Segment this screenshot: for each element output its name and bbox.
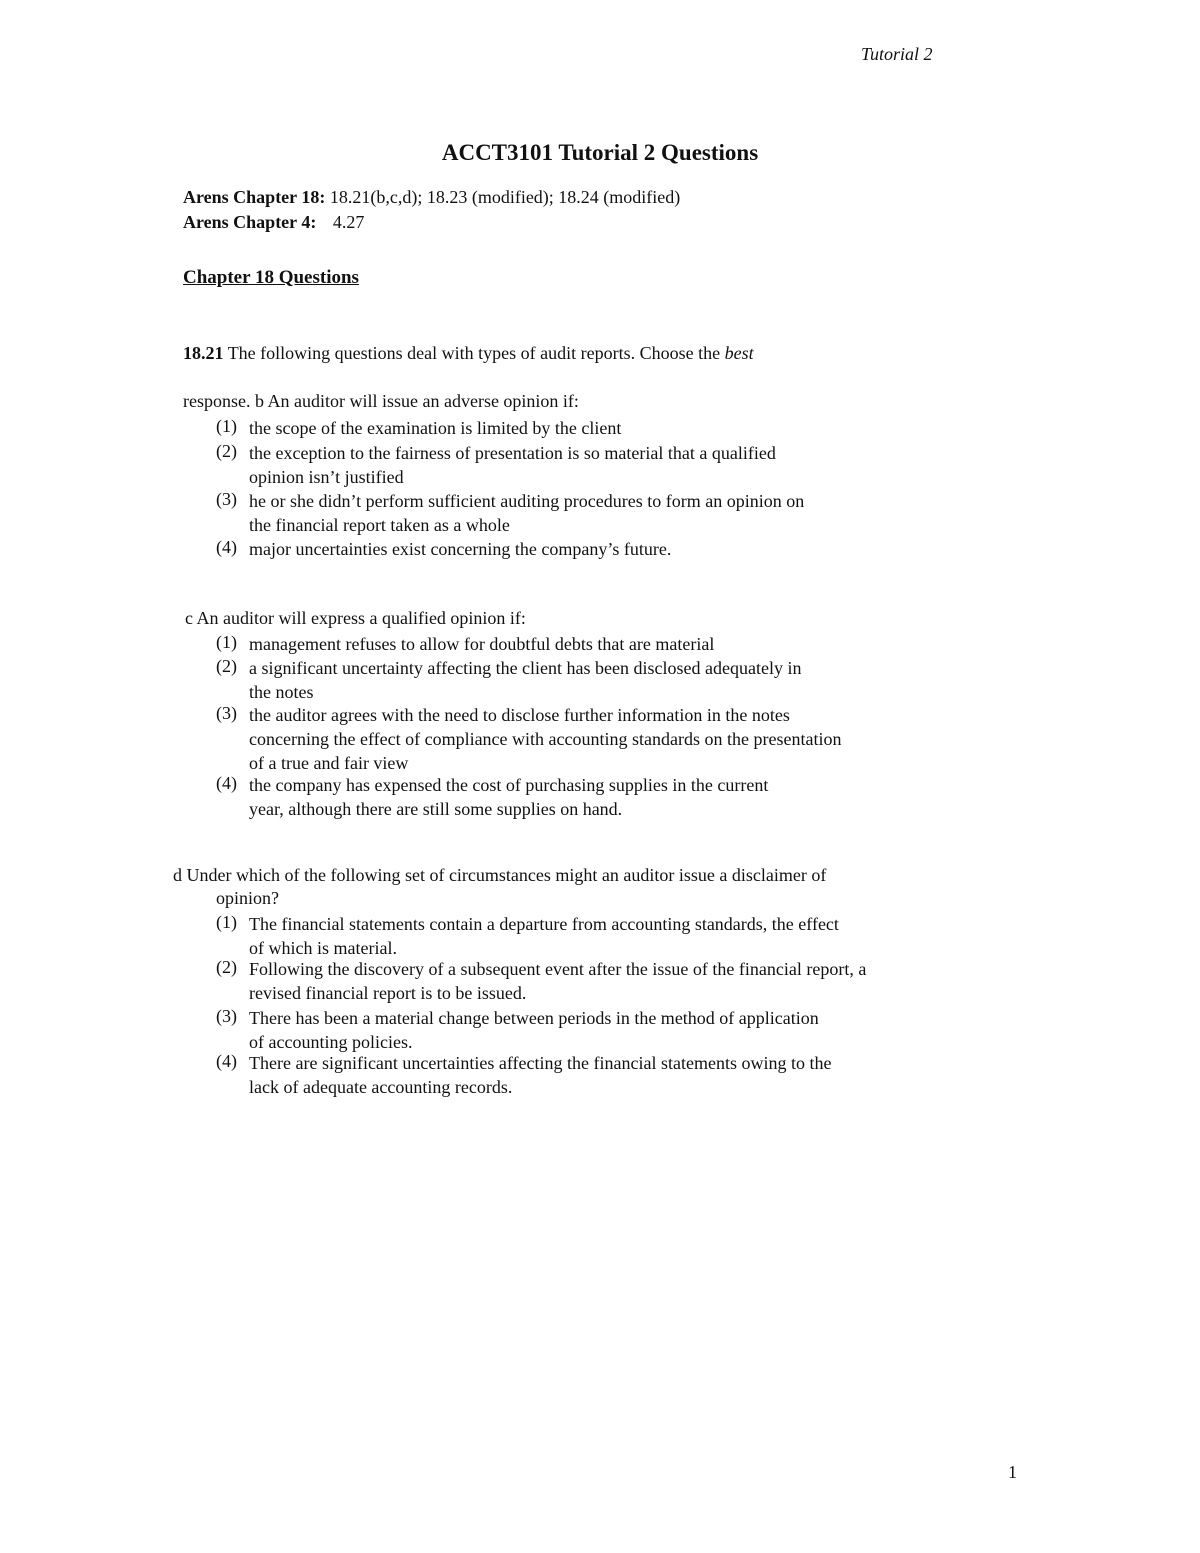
list-item-line: the scope of the examination is limited by the client [249, 418, 622, 438]
list-item-text [249, 416, 621, 440]
list-item-line: Following the discovery of a subsequent event after the issue of the financial report, a [249, 959, 867, 979]
list-item-number: (3) [216, 1006, 237, 1026]
list-item-text [249, 441, 776, 489]
question-emphasis: best [724, 343, 754, 363]
part-b-lead: response. b An auditor will issue an adverse opinion if: [183, 391, 579, 411]
list-item-line: of which is material. [249, 938, 397, 958]
list-item-text [249, 1051, 831, 1099]
list-item-text [249, 957, 866, 1005]
list-item-number: (4) [216, 773, 237, 793]
list-item-line: he or she didn’t perform sufficient auditing procedures to form an opinion on [249, 491, 805, 511]
part-d-lead-line-2: opinion? [216, 888, 279, 908]
list-item-line: major uncertainties exist concerning the company’s future. [249, 539, 672, 559]
list-item-text [249, 632, 714, 656]
list-item-number: (2) [216, 957, 237, 977]
list-item-number: (3) [216, 489, 237, 509]
list-item-text [249, 703, 841, 775]
question-intro-text: The following questions deal with types of audit reports. Choose the [227, 343, 721, 363]
list-item-line: revised financial report is to be issued. [249, 983, 527, 1003]
reference-value: 4.27 [332, 212, 365, 232]
list-item-text [249, 1006, 819, 1054]
list-item-text [249, 912, 839, 960]
reference-line-chapter-4 [183, 212, 364, 233]
list-item-line: of accounting policies. [249, 1032, 413, 1052]
list-item-line: management refuses to allow for doubtful debts that are material [249, 634, 715, 654]
list-item-line: opinion isn’t justified [249, 467, 404, 487]
list-item-line: the auditor agrees with the need to disclose further information in the notes [249, 705, 790, 725]
page-number: 1 [1008, 1462, 1017, 1482]
reference-value: 18.21(b,c,d); 18.23 (modified); 18.24 (modified) [329, 187, 681, 207]
list-item-number: (4) [216, 537, 237, 557]
reference-line-chapter-18 [183, 187, 680, 208]
list-item-line: a significant uncertainty affecting the client has been disclosed adequately in [249, 658, 802, 678]
part-c-lead: c An auditor will express a qualified opinion if: [185, 608, 526, 628]
list-item-line: concerning the effect of compliance with accounting standards on the presentation [249, 729, 842, 749]
list-item-line: the exception to the fairness of presentation is so material that a qualified [249, 443, 776, 463]
document-title: ACCT3101 Tutorial 2 Questions [441, 140, 759, 165]
question-number: 18.21 [183, 343, 224, 363]
list-item-text [249, 656, 801, 704]
list-item-text [249, 537, 671, 561]
list-item-number: (1) [216, 632, 237, 652]
list-item-line: There are significant uncertainties affecting the financial statements owing to the [249, 1053, 832, 1073]
question-intro [183, 343, 754, 364]
list-item-number: (1) [216, 416, 237, 436]
list-item-line: year, although there are still some supplies on hand. [249, 799, 623, 819]
list-item-text [249, 489, 804, 537]
list-item-line: The financial statements contain a departure from accounting standards, the effect [249, 914, 839, 934]
list-item-line: of a true and fair view [249, 753, 409, 773]
list-item-text [249, 773, 768, 821]
list-item-number: (2) [216, 656, 237, 676]
list-item-number: (1) [216, 912, 237, 932]
part-d-lead-line-1: d Under which of the following set of circumstances might an auditor issue a disclaimer of [173, 865, 827, 885]
list-item-number: (4) [216, 1051, 237, 1071]
list-item-number: (2) [216, 441, 237, 461]
running-header: Tutorial 2 [861, 44, 933, 64]
list-item-line: lack of adequate accounting records. [249, 1077, 513, 1097]
list-item-line: the company has expensed the cost of purchasing supplies in the current [249, 775, 769, 795]
list-item-line: There has been a material change between periods in the method of application [249, 1008, 819, 1028]
list-item-number: (3) [216, 703, 237, 723]
section-heading: Chapter 18 Questions [183, 267, 359, 288]
reference-label: Arens Chapter 18: [183, 187, 326, 207]
list-item-line: the financial report taken as a whole [249, 515, 510, 535]
reference-label: Arens Chapter 4: [183, 212, 317, 232]
list-item-line: the notes [249, 682, 314, 702]
